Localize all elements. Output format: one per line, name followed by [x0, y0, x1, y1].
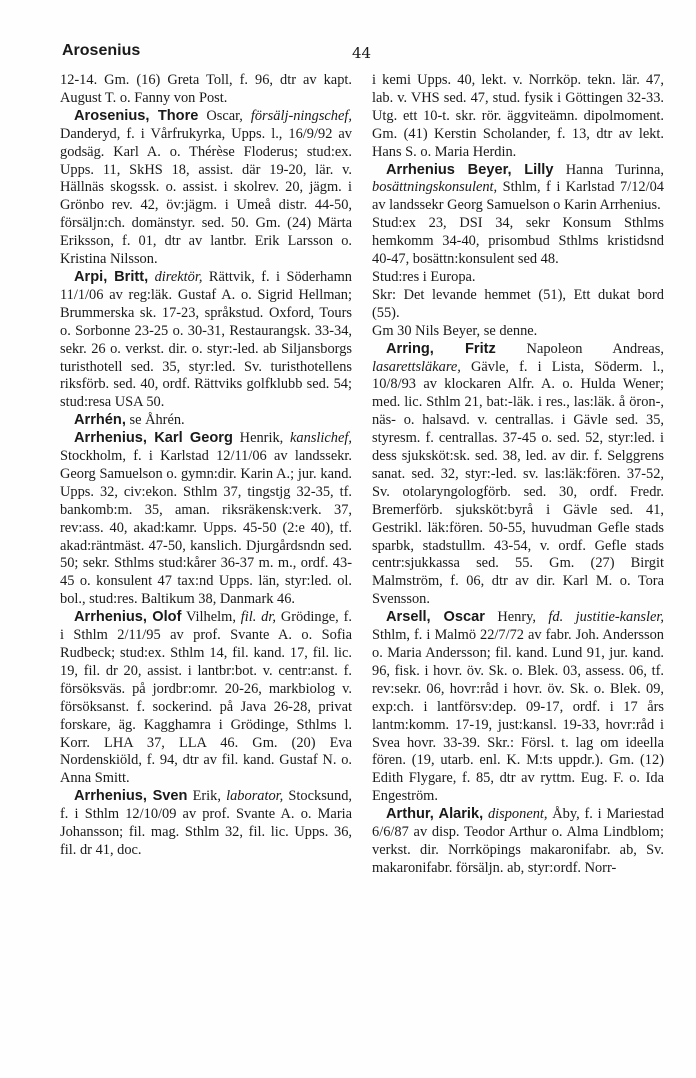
left-column	[60, 72, 352, 860]
entry-text: Gävle, f. i Lista, Söderm. l., 10/8/93 av klockaren Alfr. A. o. Hulda Wener; med. lic. Sthlm 21, bat:-läk. i res., las:läk. å öron-, näs- o. halsavd. v. centrallas. i Gävle sed. 35, styresm. f. centrallas. 37-45 o. sed. 52, styr:led. i dess sjuksköt:sk. sed. 38, led. av dir. f. Selggrens sanat. sed. 32, styr:-led. sv. las:läk:fören. 37-52, Sv. otolaryngologförb. sed. 30, ordf. Fredr. Bremerförb. sjuksköt:byrå i Gävle sed. 41, Gestrikl. läk:fören. 50-55, huvudman Gefle stads sparbk, stadstullm. 43-54, v. ordf. Gefle stads centr:sjukkassa sed. 55. Gm. (27) Birgit Malmström, f. 06, dtr av dir. Karl M. o. Tora Svensson.	[372, 358, 664, 608]
entry-name: Arthur, Alarik,	[386, 806, 484, 823]
entry-occupation: försälj-ningschef,	[250, 107, 352, 124]
biography-entry	[60, 269, 352, 412]
entry-name: Arrhenius, Olof	[74, 609, 182, 626]
page-number: 44	[352, 44, 372, 62]
biography-entry	[60, 430, 352, 609]
entry-name: Arrhenius, Karl Georg	[74, 430, 233, 447]
entry-line	[372, 323, 664, 341]
entry-continuation	[60, 72, 352, 108]
entry-text: se Åhrén.	[125, 412, 185, 429]
entry-text: Skr: Det levande hemmet (51), Ett dukat bord (55).	[372, 286, 664, 321]
entry-given-names: Hanna Turinna,	[553, 161, 664, 178]
biography-entry	[60, 108, 352, 269]
entry-text: Stud:res i Europa.	[372, 268, 476, 285]
entry-text: Rättvik, f. i Söderhamn 11/1/06 av reg:läk. Gustaf A. o. Sigrid Hellman; Brummerska sk. 17-23, språkstud. Oxford, Tours o. Sorbonne 23-25 o. 30-31, Restaurangsk. 33-34, sekr. 26 o. verkst. dir. o. styr:-led. ab Siljansborgs turisthotell sed. 35, styr:led. Sv. turisthotellens riksförb. sed. 40, ordf. Rättviks golfklubb sed. 54; stud:resa USA 50.	[60, 268, 352, 411]
entry-line	[372, 215, 664, 269]
entry-occupation: kanslichef,	[290, 430, 352, 447]
entry-text: Sthlm, f. i Malmö 22/7/72 av fabr. Joh. Andersson o. Maria Andersson; fil. kand. Lund 91, jur. kand. 96, fisk. i hovr. öv. Sk. o. Blek. 03, assess. 06, tf. rev:sekr. 06, hovr:råd i hovr. öv. Sk. o. Blek. 09, exp:ch. i lantförsv:dep. 09-17, ordf. i 17 års lantm:komm. 17-19, just:kansl. 19-33, hovr:råd i Svea hovr. 33-39. Skr.: Försl. t. lag om ideella fören. (19, utarb. enl. K. M:ts uppdr.). Gm. (12) Edith Flygare, f. 85, dtr av ryttm. Eug. F. o. Ida Engeström.	[372, 627, 664, 805]
entry-given-names: Oscar,	[198, 107, 251, 124]
biography-entry	[60, 609, 352, 788]
entry-name: Arrhenius Beyer, Lilly	[386, 161, 554, 178]
biography-entry	[60, 412, 352, 430]
biography-entry	[372, 341, 664, 610]
entry-text: i kemi Upps. 40, lekt. v. Norrköp. tekn. lär. 47, lab. v. VHS sed. 47, stud. fysik i Göttingen 32-33. Utg. ett 10-t. skr. rör. äggviteämn. dipolmoment. Gm. (41) Kerstin Scholander, f. 13, dtr av lekt. Hans S. o. Maria Herdin.	[372, 72, 664, 160]
entry-occupation: fd. justitie-kansler,	[548, 609, 664, 626]
entry-given-names: Erik,	[187, 788, 227, 805]
entry-text: Stocksund, f. i Sthlm 12/10/09 av prof. Svante A. o. Maria Johansson; fil. mag. Sthlm 32, fil. lic. Upps. 36, fil. dr 41, doc.	[60, 788, 352, 858]
entry-text: Grödinge, f. i Sthlm 2/11/95 av prof. Svante A. o. Sofia Rudbeck; stud:ex. Sthlm 14, fil. kand. 17, fil. lic. 19, fil. dr 20, assist. i lantbr:bot. v. centr:anst. f. försöksväs. på jordbr:omr. 20-26, markbiolog v. försöksanst. f. sockerind. på Java 26-28, privat forskare, äg. Kagghamra i Grödinge, Sthlms l. Korr. LHA 37, LLA 46. Gm. (20) Eva Nordenskiöld, f. 94, dtr av fil. kand. Gustaf N. o. Anna Smitt.	[60, 609, 352, 787]
page-header	[62, 42, 656, 66]
entry-text: Danderyd, f. i Vårfrukyrka, Upps. l., 16/9/92 av godsäg. Karl A. o. Thérèse Floderus; stud:ex. Upps. 11, SkHS 18, assist. där 19-20, lär. v. Hällnäs skogssk. o. assist. i skolrev. 20, jägm. i Grönbo rev. 42, öv:jägm. i Umeå distr. 44-50, försäljn:ch. domänstyr. sed. 50. Gm. (24) Märta Eriksson, f. 01, dtr av lantbr. Erik Larsson o. Kristina Nilsson.	[60, 125, 352, 268]
entry-occupation: bosättningskonsulent,	[372, 179, 498, 196]
running-head: Arosenius	[62, 42, 141, 59]
entry-text: Gm 30 Nils Beyer, se denne.	[372, 322, 538, 339]
entry-name: Arosenius, Thore	[74, 107, 199, 124]
entry-given-names: Henrik,	[232, 430, 291, 447]
biography-entry	[372, 162, 664, 216]
entry-occupation: laborator,	[226, 788, 284, 805]
entry-name: Arrhenius, Sven	[74, 788, 188, 805]
entry-occupation: disponent,	[487, 806, 548, 823]
biography-entry	[372, 609, 664, 806]
entry-text: Åby, f. i Mariestad 6/6/87 av disp. Teodor Arthur o. Alma Lindblom; verkst. dir. Norrköpings makaronifabr. ab, Sv. makaronifabr. försäljn. ab, styr:ordf. Norr-	[372, 806, 664, 876]
entry-text: Stockholm, f. i Karlstad 12/11/06 av landssekr. Georg Samuelson o. gymn:dir. Karin A.; jur. kand. Upps. 32, civ:ekon. Sthlm 37, tingstjg 32-35, tf. bankomb:m. 35, aman. riksräkensk:verk. 37, rev:ass. 40, akad:kamr. Upps. 45-50 (2:e 40), tf. akad:räntmäst. 47-50, kanslich. Djurgårdsndn sed. 50; sekr. Sthlms stud:kårer 36-37 m. m., ordf. 43-45 o. konsulent 47 tax:nd Upps. län, styr:led. ol. bol., stud:res. Baltikum 38, Danmark 46.	[60, 448, 352, 608]
entry-continuation	[372, 72, 664, 162]
entry-given-names: Henry,	[484, 609, 549, 626]
entry-text: Stud:ex 23, DSI 34, sekr Konsum Sthlms hemkomm 34-40, prisombud Sthlms kristidsnd 40-47, bosättn:konsulent sed 48.	[372, 215, 664, 268]
entry-text: 12-14. Gm. (16) Greta Toll, f. 96, dtr av kapt. August T. o. Fanny von Post.	[60, 72, 352, 106]
entry-occupation: fil. dr,	[240, 609, 276, 626]
entry-text: Sthlm, f i Karlstad 7/12/04 av landssekr Georg Samuelson o Karin Arrhenius.	[372, 179, 664, 214]
entry-name: Arrhén,	[74, 412, 126, 429]
entry-given-names: Napoleon Andreas,	[495, 340, 664, 357]
entry-line	[372, 269, 664, 287]
entry-name: Arring, Fritz	[386, 340, 496, 357]
entry-name: Arsell, Oscar	[386, 609, 485, 626]
entry-occupation: direktör,	[154, 268, 203, 285]
right-column	[372, 72, 664, 878]
biography-entry	[60, 788, 352, 860]
entry-name: Arpi, Britt,	[74, 268, 149, 285]
entry-occupation: lasarettsläkare,	[372, 358, 461, 375]
biography-entry	[372, 806, 664, 878]
entry-line	[372, 287, 664, 323]
entry-given-names: Vilhelm,	[181, 609, 241, 626]
